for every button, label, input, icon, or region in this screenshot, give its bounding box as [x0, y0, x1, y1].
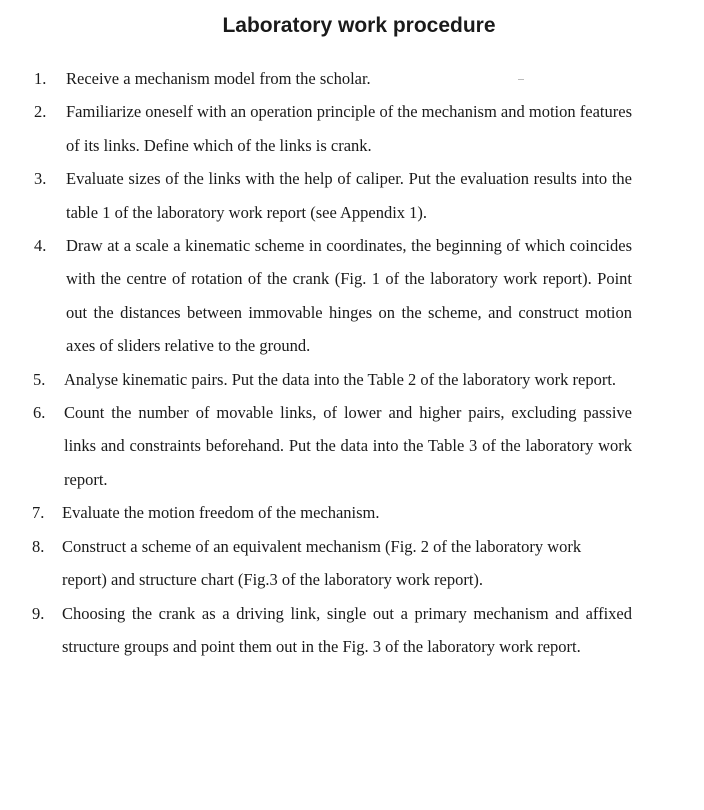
list-item	[0, 363, 704, 396]
step-number: 8.	[32, 536, 45, 556]
list-item	[0, 62, 704, 95]
step-text: Familiarize oneself with an operation principle of the mechanism and motion features of its links. Define which of the links is crank.	[66, 102, 632, 155]
step-number: 9.	[32, 603, 45, 623]
step-number: 6.	[33, 403, 46, 423]
step-number: 7.	[32, 503, 45, 523]
list-item	[0, 396, 704, 496]
list-item	[0, 597, 704, 664]
step-text: Choosing the crank as a driving link, single out a primary mechanism and affixed structure groups and point them out in the Fig. 3 of the laboratory work report.	[62, 603, 632, 656]
page-title: Laboratory work procedure	[222, 14, 496, 37]
step-number: 4.	[34, 236, 47, 256]
list-item	[0, 496, 704, 529]
step-text: Evaluate sizes of the links with the help of caliper. Put the evaluation results into the table 1 of the laboratory work report (see Appendix 1).	[66, 169, 632, 222]
step-text: Draw at a scale a kinematic scheme in coordinates, the beginning of which coincides with the centre of rotation of the crank (Fig. 1 of the laboratory work report). Point out the distances between immovable hinges on the scheme, and construct motion axes of sliders relative to the ground.	[66, 236, 632, 356]
step-text: Count the number of movable links, of lower and higher pairs, excluding passive links and constraints beforehand. Put the data into the Table 3 of the laboratory work report.	[64, 403, 632, 489]
step-number: 5.	[33, 369, 46, 389]
list-item	[0, 162, 704, 229]
step-number: 3.	[34, 169, 47, 189]
step-text: Analyse kinematic pairs. Put the data into the Table 2 of the laboratory work report.	[64, 369, 617, 389]
list-item	[0, 530, 704, 597]
list-item	[0, 95, 704, 162]
procedure-list	[0, 62, 704, 663]
list-item	[0, 229, 704, 363]
step-number: 1.	[34, 69, 47, 88]
step-text: Receive a mechanism model from the scholar.	[66, 69, 371, 88]
step-number: 2.	[34, 102, 47, 122]
step-text: Evaluate the motion freedom of the mechanism.	[62, 503, 380, 523]
step-text: Construct a scheme of an equivalent mechanism (Fig. 2 of the laboratory work report) and structure chart (Fig.3 of the laboratory work report).	[62, 536, 582, 590]
